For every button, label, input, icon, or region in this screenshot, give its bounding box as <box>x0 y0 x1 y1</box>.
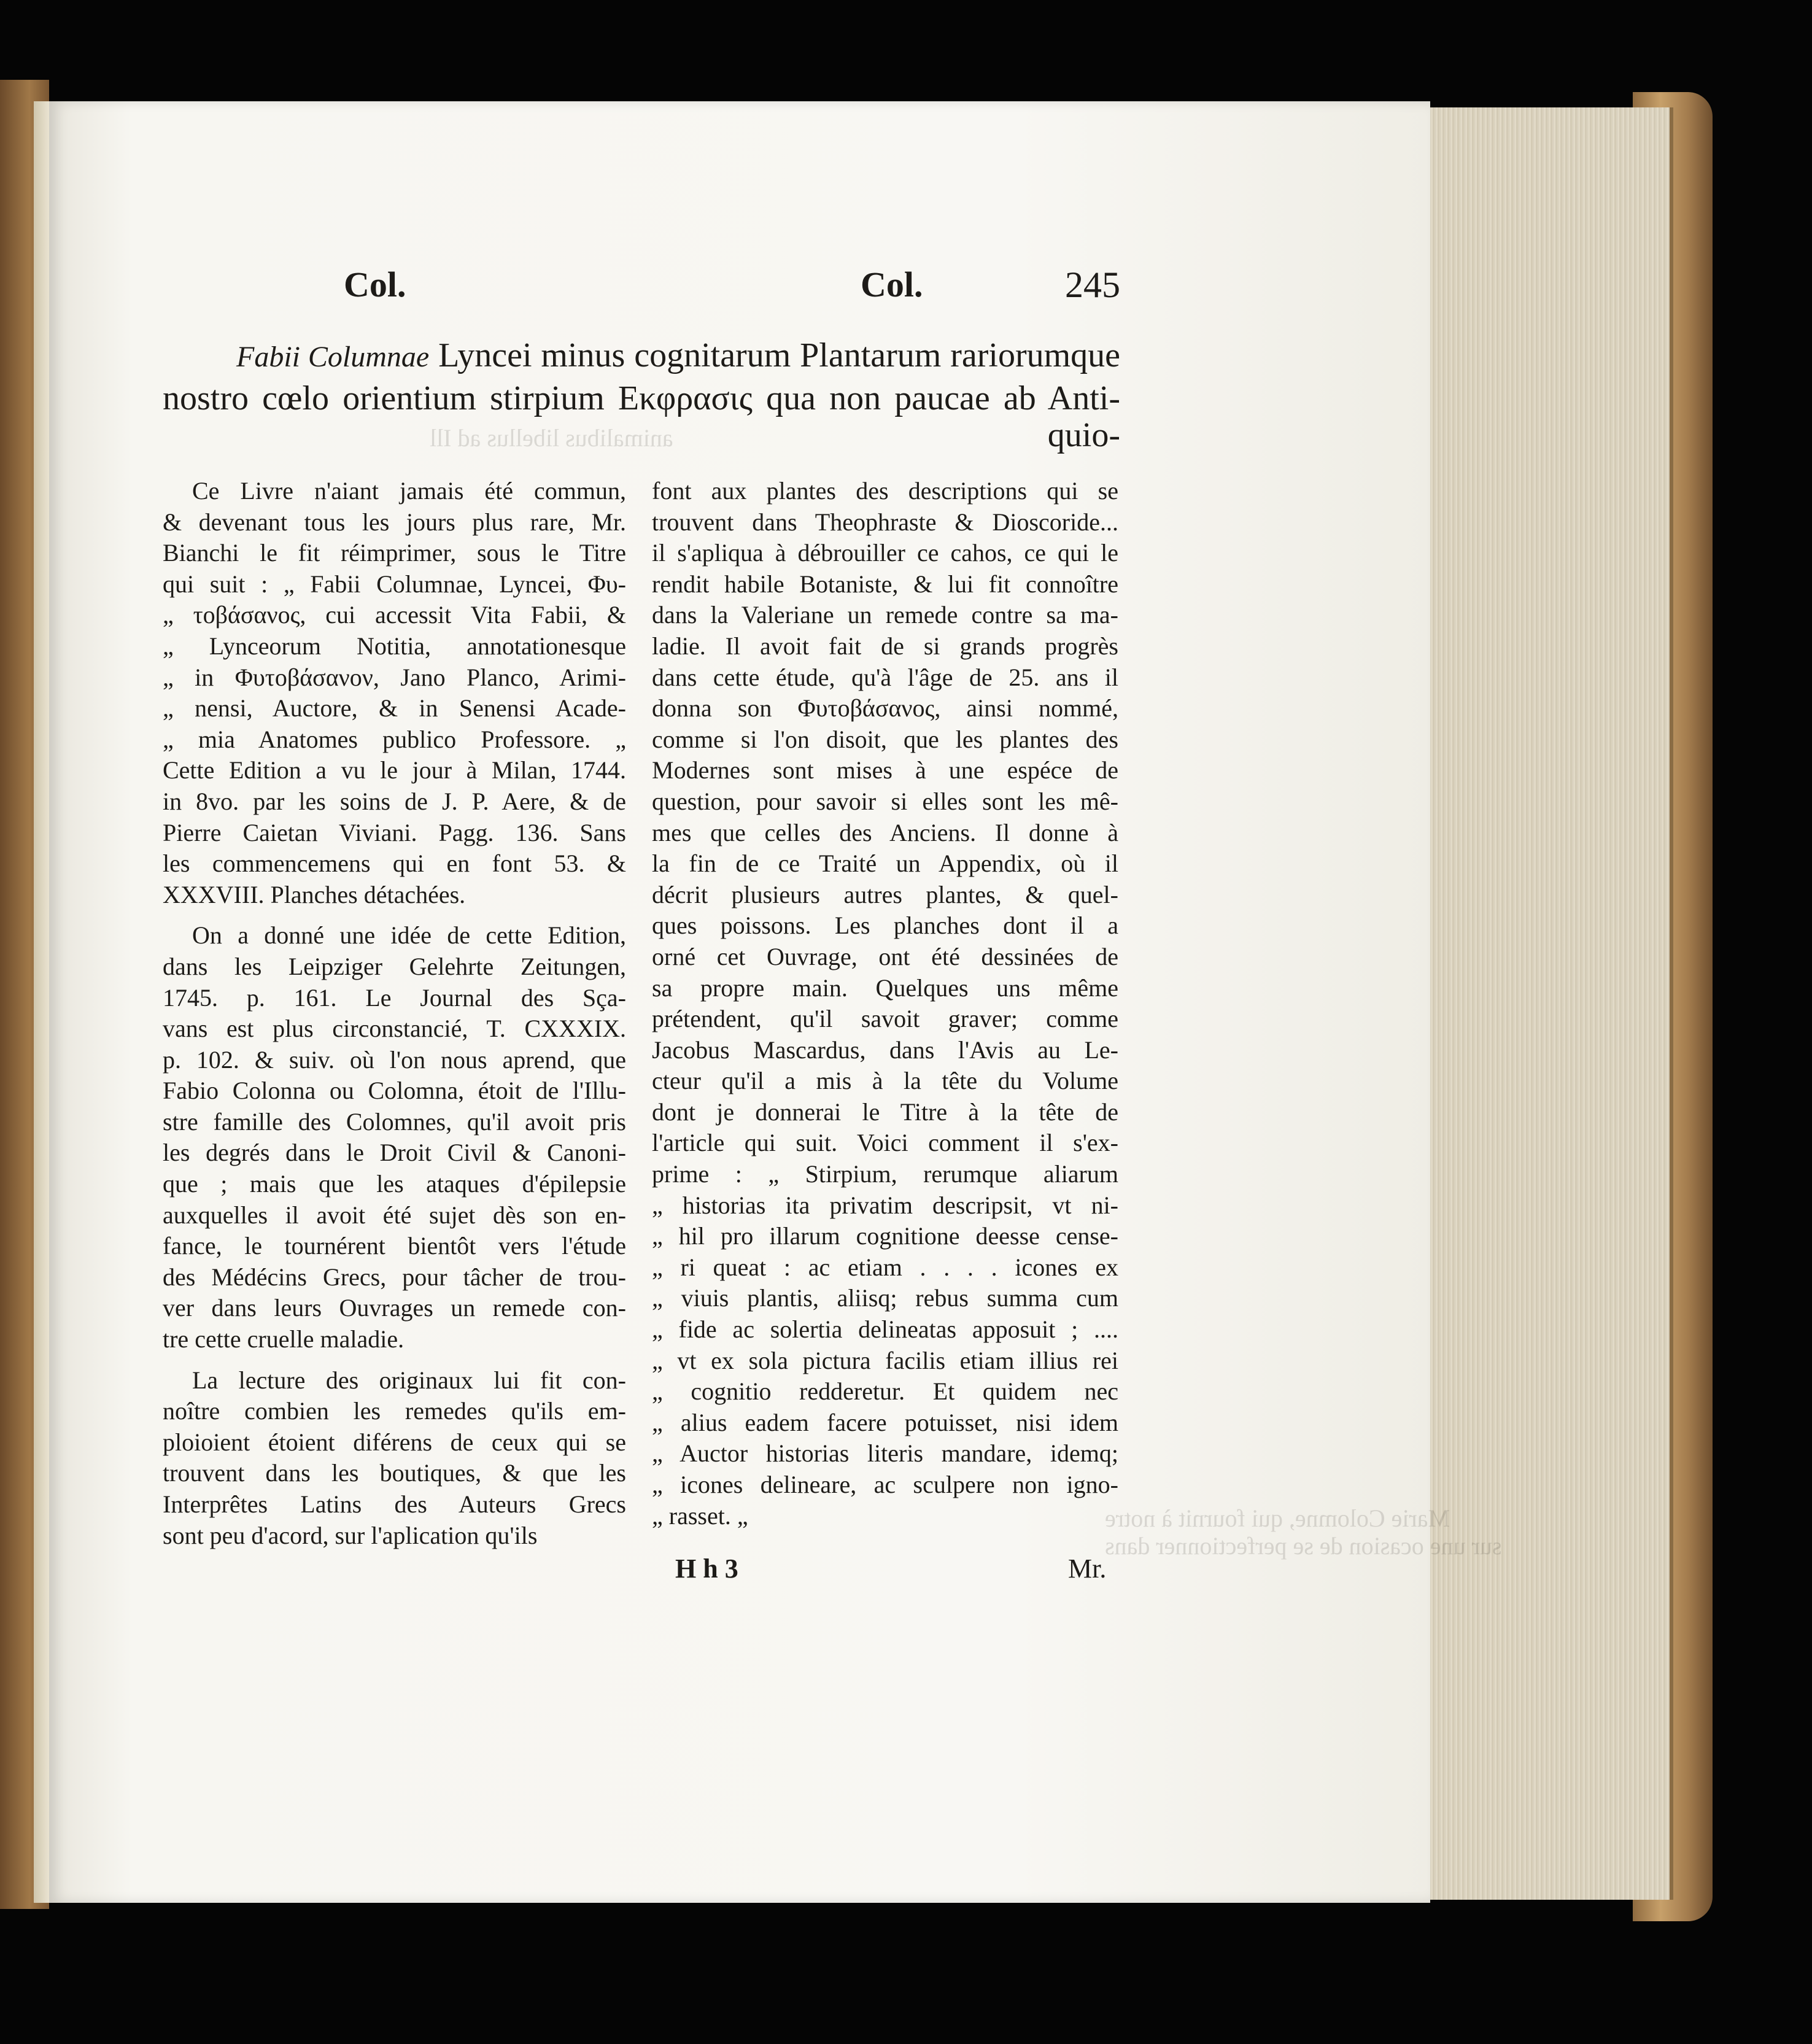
text-line: „ fide ac solertia delineatas apposuit ; .... <box>652 1315 1118 1344</box>
text-line: cteur qu'il a mis à la tête du Volume <box>652 1067 1118 1095</box>
show-through-text: sur une ocasion de se perfectionner dans <box>1105 1532 1502 1560</box>
text-line: rendit habile Botaniste, & lui fit connoître <box>652 570 1118 598</box>
page-number: 245 <box>1065 265 1120 305</box>
text-line: les degrés dans le Droit Civil & Canoni- <box>163 1139 626 1167</box>
text-line: La lecture des originaux lui fit con- <box>192 1366 626 1394</box>
running-header-left: Col. <box>344 265 406 304</box>
text-line: l'article qui suit. Voici comment il s'ex- <box>652 1129 1118 1157</box>
text-line: „ Auctor historias literis mandare, idemq; <box>652 1439 1118 1468</box>
text-line: tre cette cruelle maladie. <box>163 1325 405 1353</box>
text-line: vans est plus circonstancié, T. CXXXIX. <box>163 1015 626 1043</box>
text-line: p. 102. & suiv. où l'on nous aprend, que <box>163 1045 626 1074</box>
title-author: Fabii Columnae <box>236 341 430 373</box>
text-line: noître combien les remedes qu'ils em- <box>163 1397 626 1425</box>
text-line: décrit plusieurs autres plantes, & quel- <box>652 880 1118 908</box>
text-line: qui suit : „ Fabii Columnae, Lyncei, Φυ- <box>163 570 626 598</box>
text-line: „ viuis plantis, aliisq; rebus summa cum <box>652 1284 1118 1312</box>
text-line: trouvent dans Theophraste & Dioscoride... <box>652 508 1118 536</box>
text-line: ladie. Il avoit fait de si grands progrès <box>652 632 1118 660</box>
text-line: „ ri queat : ac etiam . . . . icones ex <box>652 1253 1118 1281</box>
text-line: sont peu d'acord, sur l'aplication qu'ils <box>163 1521 538 1549</box>
text-line: Jacobus Mascardus, dans l'Avis au Le- <box>652 1036 1118 1064</box>
text-line: prétendent, qu'il savoit graver; comme <box>652 1005 1118 1033</box>
running-header-center: Col. <box>861 265 923 304</box>
text-line: Cette Edition a vu le jour à Milan, 1744. <box>163 756 626 784</box>
text-line: prime : „ Stirpium, rerumque aliarum <box>652 1160 1118 1188</box>
text-line: „ alius eadem facere potuisset, nisi idem <box>652 1408 1118 1436</box>
text-line: Bianchi le fit réimprimer, sous le Titre <box>163 539 626 567</box>
text-line: Pierre Caietan Viviani. Pagg. 136. Sans <box>163 818 626 846</box>
text-line: ver dans leurs Ouvrages un remede con- <box>163 1294 626 1322</box>
text-line: dans les Leipziger Gelehrte Zeitungen, <box>163 952 626 980</box>
text-line: fance, le tournérent bientôt vers l'étude <box>163 1232 626 1260</box>
text-line: XXXVIII. Planches détachées. <box>163 880 466 908</box>
text-line: font aux plantes des descriptions qui se <box>652 477 1118 505</box>
text-line: „ vt ex sola pictura facilis etiam illius rei <box>652 1346 1118 1374</box>
show-through-text: animalibus libellus ad Ill <box>430 424 673 452</box>
text-line: comme si l'on disoit, que les plantes des <box>652 725 1118 753</box>
text-line: dont je donnerai le Titre à la tête de <box>652 1097 1118 1126</box>
text-line: & devenant tous les jours plus rare, Mr. <box>163 508 626 536</box>
text-column-left <box>163 476 626 1551</box>
text-line: sa propre main. Quelques uns même <box>652 974 1118 1002</box>
text-line: que ; mais que les ataques d'épilepsie <box>163 1170 626 1198</box>
text-line: „ rasset. „ <box>652 1501 748 1530</box>
text-line: 1745. p. 161. Le Journal des Sça- <box>163 983 626 1012</box>
text-line: donna son Φυτοβάσανος, ainsi nommé, <box>652 694 1118 722</box>
text-line: „ historias ita privatim descripsit, vt ni- <box>652 1191 1118 1219</box>
text-line: in 8vo. par les soins de J. P. Aere, & de <box>163 787 626 815</box>
text-line: il s'apliqua à débrouiller ce cahos, ce qui le <box>652 539 1118 567</box>
paragraph-gap <box>163 1355 626 1365</box>
text-line: stre famille des Colomnes, qu'il avoit pris <box>163 1107 626 1136</box>
title-text: Lyncei minus cognitarum Plantarum rariorumque <box>438 336 1121 374</box>
text-line: orné cet Ouvrage, ont été dessinées de <box>652 942 1118 970</box>
text-column-right <box>652 476 1118 1531</box>
text-line: „ cognitio redderetur. Et quidem nec <box>652 1377 1118 1406</box>
signature-mark: H h 3 <box>675 1554 738 1584</box>
text-line: les commencemens qui en font 53. & <box>163 850 626 878</box>
text-line: „ Lynceorum Notitia, annotationesque <box>163 632 626 660</box>
text-line: dans la Valeriane un remede contre sa ma- <box>652 601 1118 629</box>
text-line: Interprêtes Latins des Auteurs Grecs <box>163 1490 626 1518</box>
text-line: dans cette étude, qu'à l'âge de 25. ans il <box>652 663 1118 691</box>
title-line-3: quio- <box>1047 416 1120 454</box>
text-line: Modernes sont mises à une espéce de <box>652 756 1118 784</box>
paragraph-gap <box>163 910 626 920</box>
text-line: la fin de ce Traité un Appendix, où il <box>652 850 1118 878</box>
text-line: „ icones delineare, ac sculpere non igno- <box>652 1471 1118 1498</box>
text-line: „ hil pro illarum cognitione deesse cense- <box>652 1222 1118 1250</box>
text-line: „ in Φυτοβάσανον, Jano Planco, Arimi- <box>163 663 626 691</box>
text-line: trouvent dans les boutiques, & que les <box>163 1459 626 1487</box>
text-line: „ τοβάσανος, cui accessit Vita Fabii, & <box>163 601 626 629</box>
text-line: On a donné une idée de cette Edition, <box>192 921 626 950</box>
text-line: mes que celles des Anciens. Il donne à <box>652 818 1118 846</box>
title-line-1 <box>163 335 1120 378</box>
text-line: Fabio Colonna ou Colomna, étoit de l'Illu- <box>163 1077 626 1105</box>
text-line: ploioient étoient diférens de ceux qui se <box>163 1428 626 1456</box>
show-through-text: Marie Colomne, qui fournit à notre <box>1105 1504 1450 1532</box>
text-line: des Médécins Grecs, pour tâcher de trou- <box>163 1263 626 1291</box>
text-line: Ce Livre n'aiant jamais été commun, <box>192 477 626 505</box>
text-line: „ nensi, Auctore, & in Senensi Acade- <box>163 694 626 722</box>
text-line: auxquelles il avoit été sujet dès son en- <box>163 1201 626 1229</box>
text-line: „ mia Anatomes publico Professore. „ <box>163 725 626 753</box>
text-line: ques poissons. Les planches dont il a <box>652 912 1118 940</box>
text-line: question, pour savoir si elles sont les mê- <box>652 787 1118 815</box>
catchword: Mr. <box>1068 1554 1107 1584</box>
title-line-2: nostro cœlo orientium stirpium Εκφρασις qua non paucae ab Anti- <box>163 379 1120 417</box>
